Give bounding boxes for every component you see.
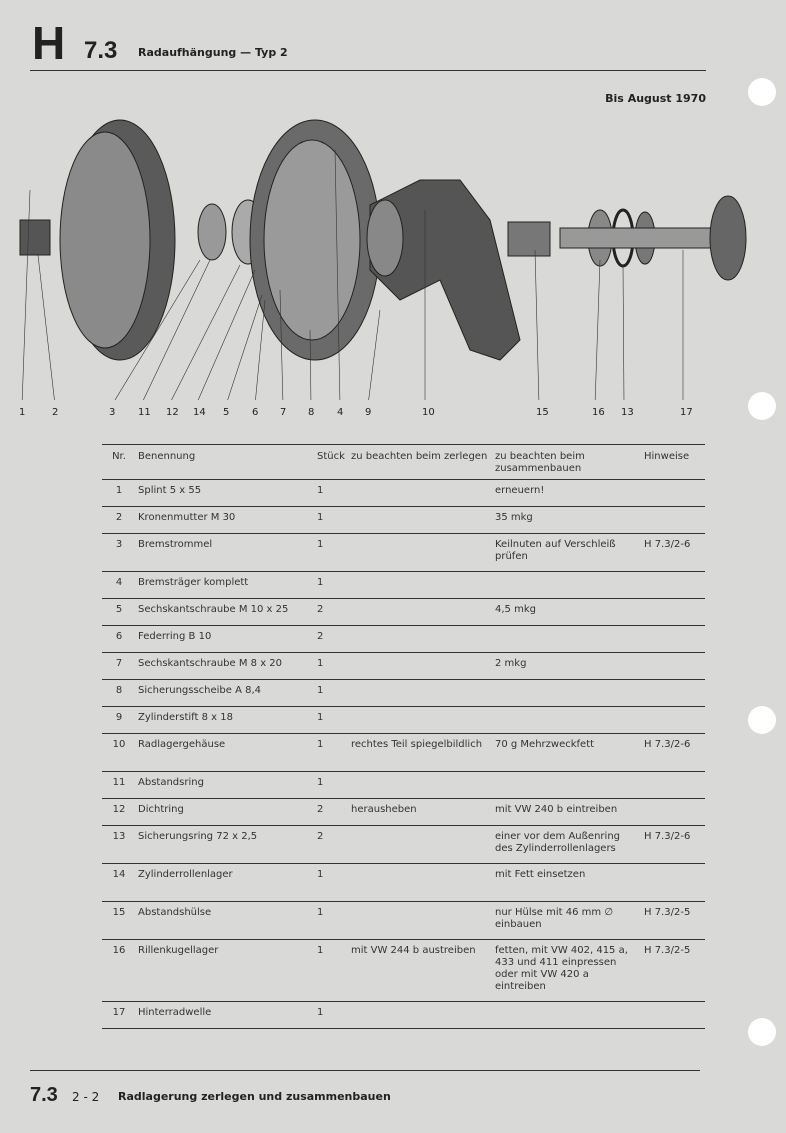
- cell-name: Splint 5 x 55: [136, 480, 315, 507]
- cell-qty: 1: [315, 707, 349, 734]
- cell-ref: [642, 572, 705, 599]
- cell-asm: [493, 707, 642, 734]
- cell-qty: 1: [315, 734, 349, 772]
- table-row: [102, 507, 705, 534]
- cell-name: Dichtring: [136, 799, 315, 826]
- cell-asm: fetten, mit VW 402, 415 a, 433 und 411 einpressen oder mit VW 420 a eintreiben: [493, 940, 642, 1002]
- cell-nr: 10: [102, 734, 136, 772]
- cell-name: Bremsträger komplett: [136, 572, 315, 599]
- callout-label: 12: [166, 407, 179, 418]
- cell-qty: 1: [315, 864, 349, 902]
- callout-label: 13: [621, 407, 634, 418]
- col-notes: Hinweise: [642, 445, 705, 480]
- cell-name: Sicherungsring 72 x 2,5: [136, 826, 315, 864]
- table-row: [102, 826, 705, 864]
- spacer-ring: [198, 204, 226, 260]
- callout-label: 17: [680, 407, 693, 418]
- cell-ref: H 7.3/2-5: [642, 940, 705, 1002]
- cell-qty: 2: [315, 826, 349, 864]
- footer-title: Radlagerung zerlegen und zusammenbauen: [118, 1090, 391, 1103]
- cell-dis: mit VW 244 b austreiben: [349, 940, 493, 1002]
- cell-asm: 4,5 mkg: [493, 599, 642, 626]
- cell-dis: [349, 1002, 493, 1029]
- cell-name: Zylinderstift 8 x 18: [136, 707, 315, 734]
- table-row: [102, 626, 705, 653]
- cell-name: Abstandsring: [136, 772, 315, 799]
- cell-dis: [349, 772, 493, 799]
- table-row: [102, 534, 705, 572]
- cell-name: Federring B 10: [136, 626, 315, 653]
- validity-date: Bis August 1970: [605, 92, 706, 105]
- callout-label: 11: [138, 407, 151, 418]
- cell-dis: [349, 599, 493, 626]
- cell-asm: [493, 572, 642, 599]
- cell-ref: [642, 707, 705, 734]
- cell-dis: [349, 864, 493, 902]
- table-row: [102, 1002, 705, 1029]
- cell-qty: 1: [315, 1002, 349, 1029]
- cell-ref: [642, 626, 705, 653]
- cell-ref: [642, 799, 705, 826]
- footer-rule: [30, 1070, 700, 1071]
- table-row: [102, 680, 705, 707]
- cell-nr: 17: [102, 1002, 136, 1029]
- callout-label: 2: [52, 407, 59, 418]
- table-row: [102, 480, 705, 507]
- cell-name: Rillenkugellager: [136, 940, 315, 1002]
- cell-name: Hinterradwelle: [136, 1002, 315, 1029]
- cell-dis: herausheben: [349, 799, 493, 826]
- cell-ref: [642, 864, 705, 902]
- cell-name: Zylinderrollenlager: [136, 864, 315, 902]
- cell-ref: [642, 680, 705, 707]
- callout-label: 10: [422, 407, 435, 418]
- cell-asm: [493, 626, 642, 653]
- cell-dis: [349, 507, 493, 534]
- cell-qty: 2: [315, 799, 349, 826]
- table-row: [102, 864, 705, 902]
- cell-qty: 2: [315, 599, 349, 626]
- footer-page: 2 - 2: [72, 1090, 100, 1104]
- cell-ref: H 7.3/2-5: [642, 902, 705, 940]
- cell-nr: 5: [102, 599, 136, 626]
- cell-nr: 16: [102, 940, 136, 1002]
- cell-dis: [349, 572, 493, 599]
- parts-table: [102, 444, 705, 1029]
- header-rule: [30, 70, 706, 71]
- cell-ref: [642, 1002, 705, 1029]
- callout-label: 8: [308, 407, 315, 418]
- cell-qty: 1: [315, 772, 349, 799]
- table-row: [102, 772, 705, 799]
- table-row: [102, 940, 705, 1002]
- cell-nr: 13: [102, 826, 136, 864]
- cell-nr: 14: [102, 864, 136, 902]
- callout-label: 3: [109, 407, 116, 418]
- cell-dis: [349, 653, 493, 680]
- callout-label: 9: [365, 407, 372, 418]
- cell-nr: 1: [102, 480, 136, 507]
- cell-asm: nur Hülse mit 46 mm ∅ einbauen: [493, 902, 642, 940]
- cell-nr: 4: [102, 572, 136, 599]
- table-row: [102, 572, 705, 599]
- cell-qty: 1: [315, 680, 349, 707]
- cell-ref: H 7.3/2-6: [642, 734, 705, 772]
- cell-dis: [349, 626, 493, 653]
- binder-hole: [748, 78, 776, 106]
- cell-ref: [642, 772, 705, 799]
- callout-label: 1: [19, 407, 26, 418]
- table-row: [102, 599, 705, 626]
- exploded-view-diagram: [0, 110, 786, 400]
- cell-ref: H 7.3/2-6: [642, 826, 705, 864]
- cell-name: Radlagergehäuse: [136, 734, 315, 772]
- cell-dis: [349, 707, 493, 734]
- col-name: Benennung: [136, 445, 315, 480]
- cell-qty: 1: [315, 507, 349, 534]
- cell-nr: 8: [102, 680, 136, 707]
- cell-asm: 2 mkg: [493, 653, 642, 680]
- cell-qty: 1: [315, 572, 349, 599]
- cell-dis: rechtes Teil spiegelbildlich: [349, 734, 493, 772]
- cell-qty: 1: [315, 480, 349, 507]
- col-disassembly: zu beachten beim zerlegen: [349, 445, 493, 480]
- callout-label: 16: [592, 407, 605, 418]
- callout-label: 4: [337, 407, 344, 418]
- castle-nut: [20, 220, 50, 255]
- cell-asm: 70 g Mehrzweckfett: [493, 734, 642, 772]
- cell-ref: [642, 480, 705, 507]
- section-number: 7.3: [84, 37, 118, 64]
- cell-nr: 3: [102, 534, 136, 572]
- callout-label: 5: [223, 407, 230, 418]
- cell-nr: 7: [102, 653, 136, 680]
- cell-qty: 1: [315, 534, 349, 572]
- section-letter: H: [32, 17, 66, 69]
- col-nr: Nr.: [102, 445, 136, 480]
- table-row: [102, 653, 705, 680]
- cell-dis: [349, 680, 493, 707]
- cell-name: Bremstrommel: [136, 534, 315, 572]
- cell-dis: [349, 902, 493, 940]
- cell-name: Sechskantschraube M 10 x 25: [136, 599, 315, 626]
- cell-ref: [642, 653, 705, 680]
- table-row: [102, 902, 705, 940]
- callout-label: 15: [536, 407, 549, 418]
- cell-nr: 2: [102, 507, 136, 534]
- page-title: Radaufhängung — Typ 2: [138, 46, 288, 59]
- cell-name: Kronenmutter M 30: [136, 507, 315, 534]
- cell-qty: 2: [315, 626, 349, 653]
- cell-dis: [349, 534, 493, 572]
- rear-axle-shaft: [560, 228, 720, 248]
- cell-asm: Keilnuten auf Verschleiß prüfen: [493, 534, 642, 572]
- cell-asm: [493, 1002, 642, 1029]
- cell-asm: erneuern!: [493, 480, 642, 507]
- cell-nr: 12: [102, 799, 136, 826]
- cell-nr: 15: [102, 902, 136, 940]
- cell-qty: 1: [315, 940, 349, 1002]
- cell-asm: 35 mkg: [493, 507, 642, 534]
- cell-ref: [642, 599, 705, 626]
- cell-asm: [493, 772, 642, 799]
- cell-name: Abstandshülse: [136, 902, 315, 940]
- cell-nr: 6: [102, 626, 136, 653]
- col-assembly: zu beachten beim zusammenbauen: [493, 445, 642, 480]
- table-row: [102, 799, 705, 826]
- cell-asm: mit VW 240 b eintreiben: [493, 799, 642, 826]
- cell-dis: [349, 480, 493, 507]
- cell-qty: 1: [315, 902, 349, 940]
- footer-section: 7.3: [30, 1084, 58, 1106]
- table-row: [102, 707, 705, 734]
- cell-name: Sicherungsscheibe A 8,4: [136, 680, 315, 707]
- table-header-row: [102, 445, 705, 480]
- cell-asm: einer vor dem Außenring des Zylinderrollenlagers: [493, 826, 642, 864]
- callout-label: 6: [252, 407, 259, 418]
- cell-ref: [642, 507, 705, 534]
- callout-label: 14: [193, 407, 206, 418]
- cell-dis: [349, 826, 493, 864]
- cell-name: Sechskantschraube M 8 x 20: [136, 653, 315, 680]
- col-qty: Stück: [315, 445, 349, 480]
- cell-asm: mit Fett einsetzen: [493, 864, 642, 902]
- cell-asm: [493, 680, 642, 707]
- binder-hole: [748, 1018, 776, 1046]
- cell-nr: 11: [102, 772, 136, 799]
- spacer-sleeve: [508, 222, 550, 256]
- cell-ref: H 7.3/2-6: [642, 534, 705, 572]
- binder-hole: [748, 706, 776, 734]
- cell-qty: 1: [315, 653, 349, 680]
- table-row: [102, 734, 705, 772]
- callout-label: 7: [280, 407, 287, 418]
- cell-nr: 9: [102, 707, 136, 734]
